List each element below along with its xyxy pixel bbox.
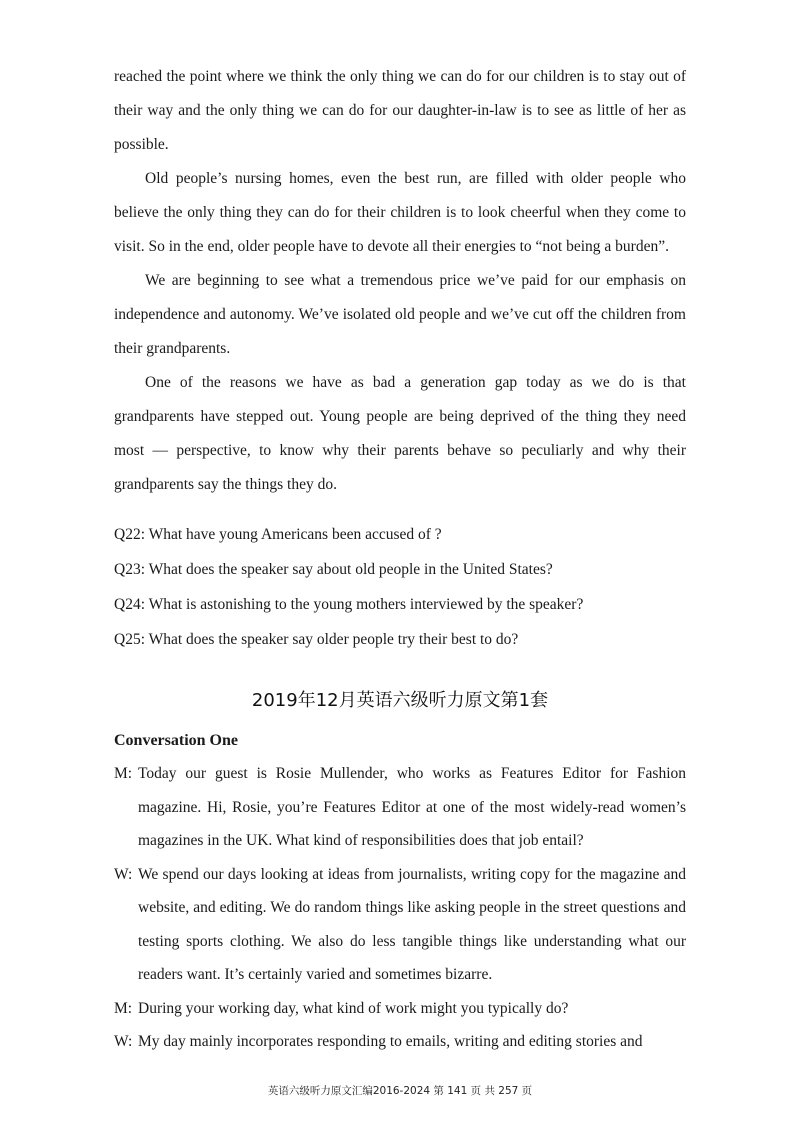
passage-paragraph-4: One of the reasons we have as bad a generation gap today as we do is that grandparents have stepped out. Young people are being deprived of the thing they need most — perspective, to know why their parents behave so peculiarly and why their grandparents say the things they do. (114, 374, 686, 493)
dialogue-turn (114, 757, 686, 858)
dialogue (114, 757, 686, 1059)
page-footer: 英语六级听力原文汇编2016-2024 第 141 页 共 257 页 (267, 1085, 533, 1097)
passage-paragraph-3: We are beginning to see what a tremendous price we’ve paid for our emphasis on independence and autonomy. We’ve isolated old people and we’ve cut off the children from their grandparents. (114, 272, 686, 357)
question-q25: Q25: What does the speaker say older people try their best to do? (114, 631, 519, 648)
speaker-label: M: (114, 999, 133, 1017)
conversation-heading: Conversation One (114, 732, 238, 749)
dialogue-turn (114, 858, 686, 992)
passage-paragraph-2: Old people’s nursing homes, even the best run, are filled with older people who believe the only thing they can do for their children is to look cheerful when they come to visit. So in the end, older people have to devote all their energies to “not being a burden”. (114, 170, 686, 255)
question-list (114, 517, 686, 657)
turn-text: Today our guest is Rosie Mullender, who works as Features Editor for Fashion magazine. Hi, Rosie, you’re Features Editor at one of the most widely-read women’s magazines in the UK. What kind of responsibilities does that job entail? (138, 765, 686, 849)
question-q23: Q23: What does the speaker say about old people in the United States? (114, 561, 553, 578)
question-q22: Q22: What have young Americans been accused of ? (114, 526, 442, 543)
speaker-label: W: (114, 865, 133, 883)
section-title: 2019年12月英语六级听力原文第1套 (251, 690, 549, 711)
speaker-label: M: (114, 765, 133, 782)
turn-text: We spend our days looking at ideas from journalists, writing copy for the magazine and website, and editing. We do random things like asking people in the street questions and testing sports clothing. We also do less tangible things like understanding what our readers want. It’s certainly varied and sometimes bizarre. (138, 865, 686, 983)
dialogue-turn (114, 1025, 686, 1059)
speaker-label: W: (114, 1033, 133, 1050)
turn-text: During your working day, what kind of work might you typically do? (138, 999, 569, 1017)
dialogue-turn (114, 992, 686, 1026)
turn-text: My day mainly incorporates responding to emails, writing and editing stories and (138, 1033, 643, 1050)
passage-body (114, 60, 686, 502)
passage-paragraph-1: reached the point where we think the only thing we can do for our children is to stay out of their way and the only thing we can do for our daughter-in-law is to see as little of her as possible. (114, 68, 686, 153)
question-q24: Q24: What is astonishing to the young mothers interviewed by the speaker? (114, 596, 584, 613)
